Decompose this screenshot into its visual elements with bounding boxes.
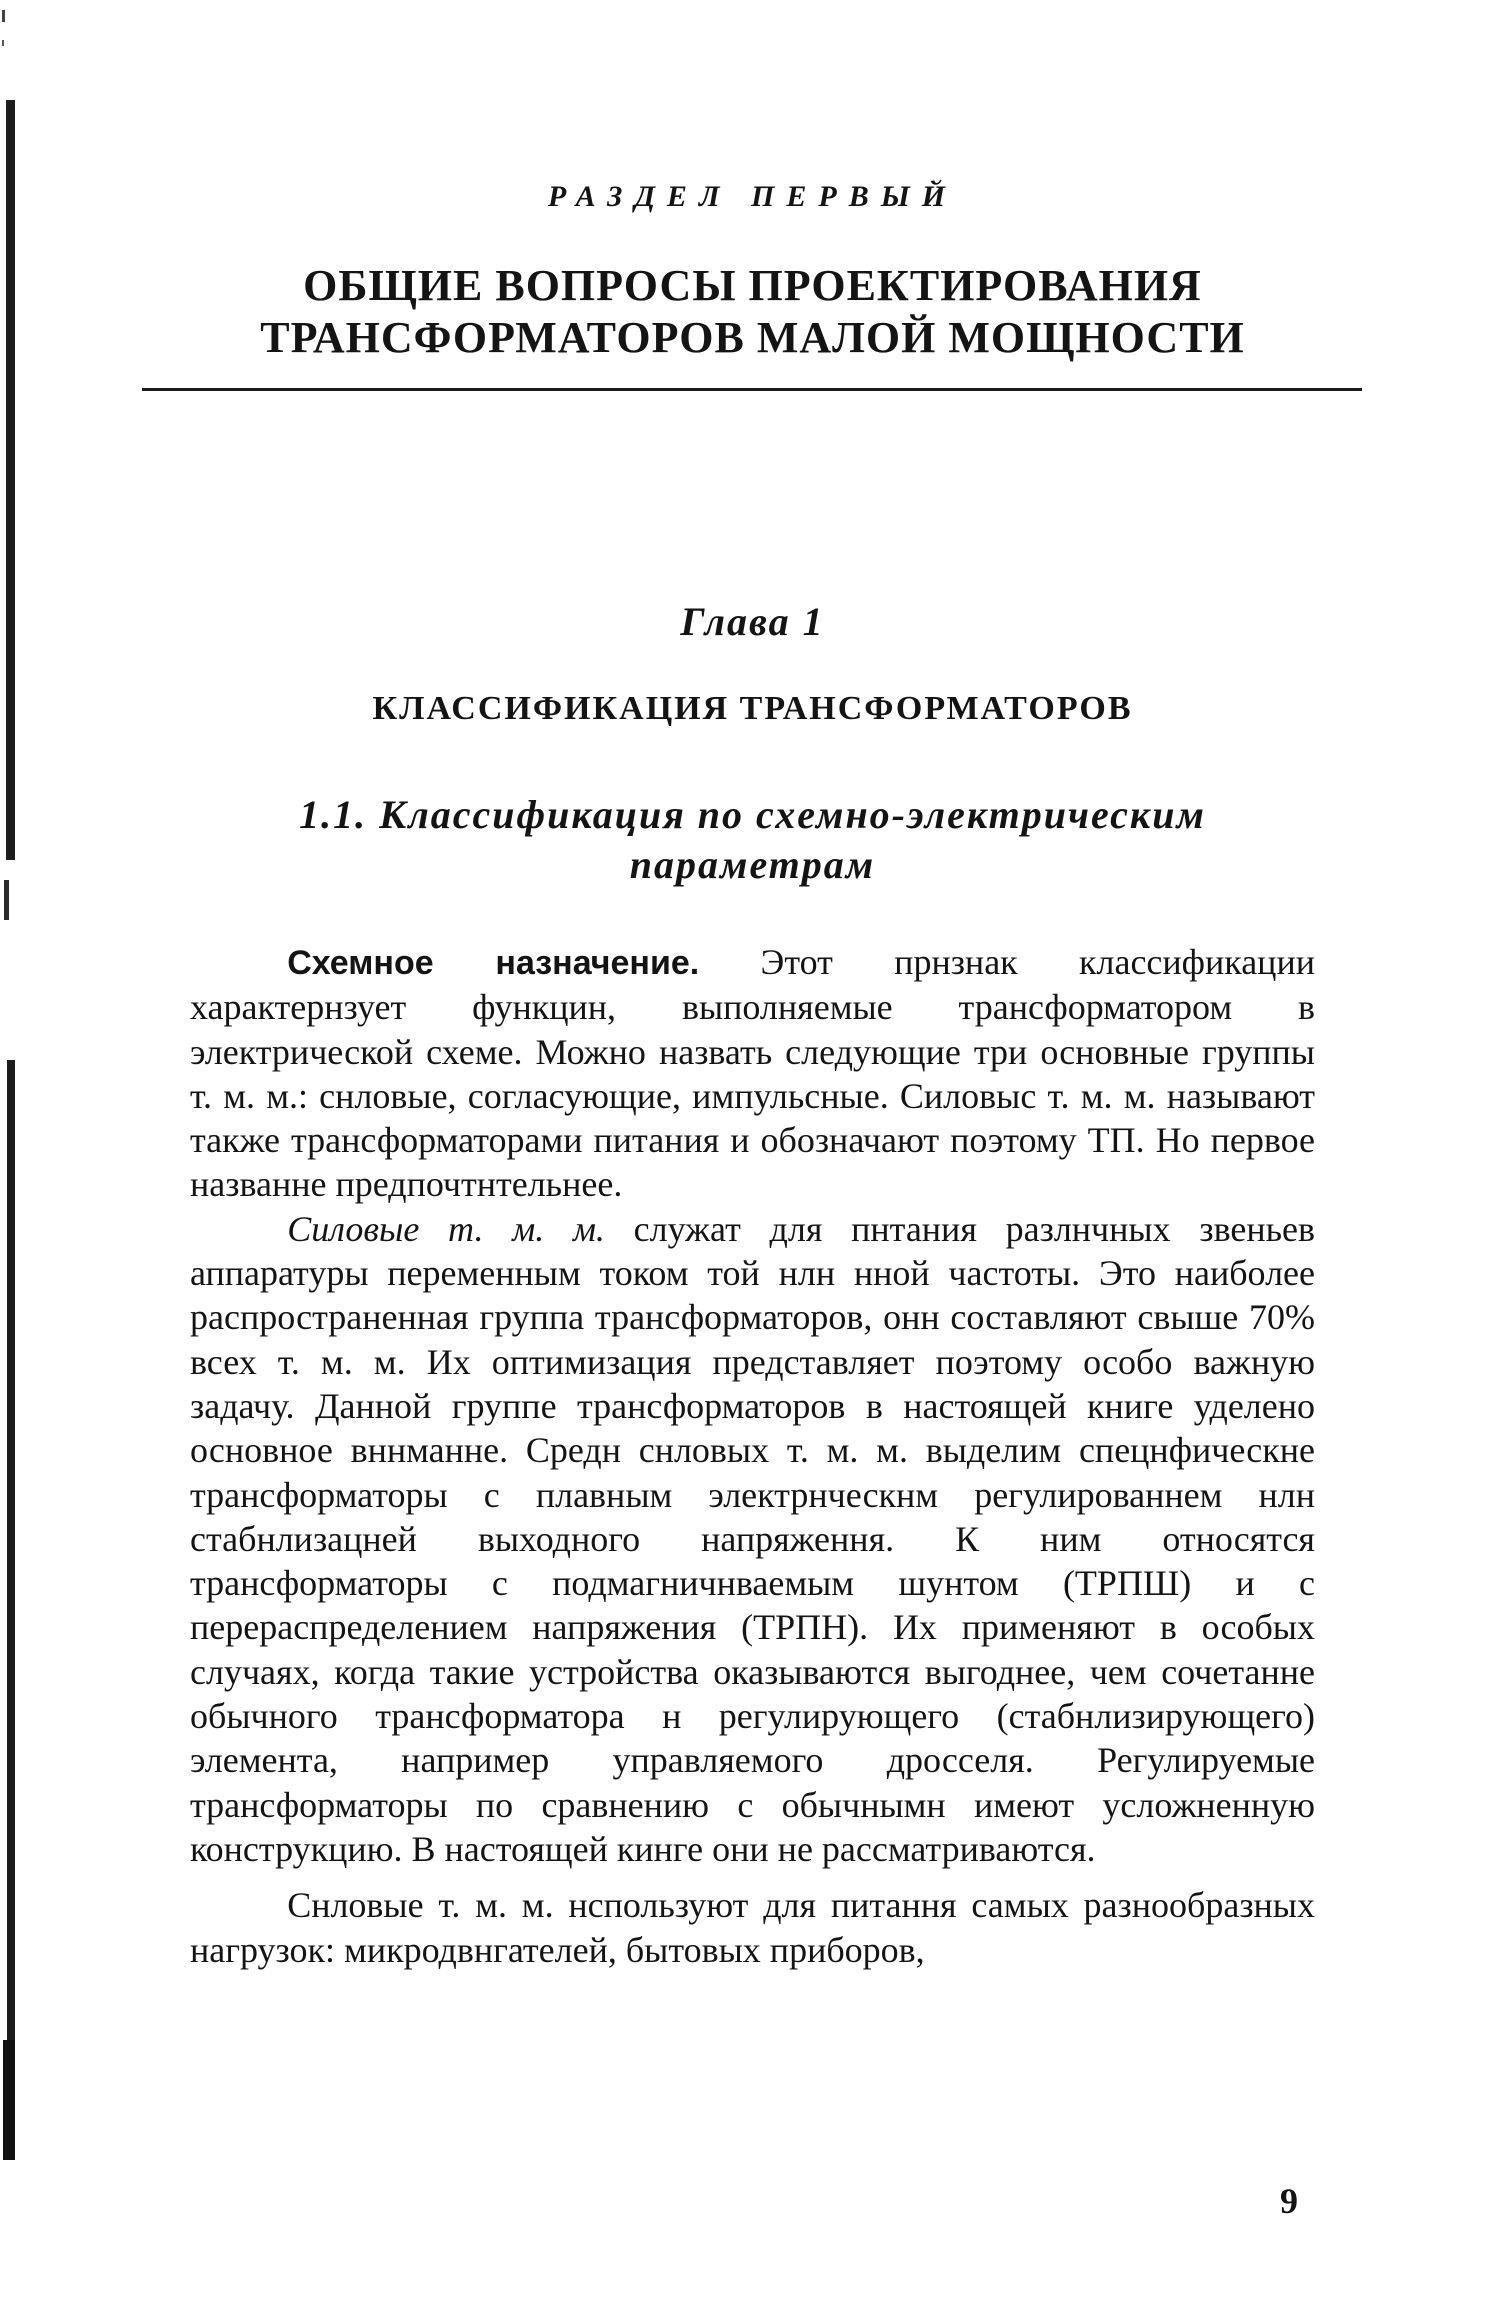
chapter-label: Глава 1 bbox=[680, 599, 825, 644]
part-title bbox=[190, 260, 1315, 364]
paragraph-1-lead: Схемное назначение. bbox=[287, 944, 700, 982]
horizontal-rule bbox=[142, 388, 1362, 391]
chapter-title: КЛАССИФИКАЦИЯ ТРАНСФОРМАТОРОВ bbox=[372, 690, 1133, 727]
page-number: 9 bbox=[1280, 2181, 1298, 2221]
paragraph-3-text: Снловые т. м. м. нспользуют для питання самых разнообразных нагрузок: микродвнгателей, бытовых приборов, bbox=[190, 1885, 1315, 1970]
paragraph-2-text: служат для пнтания разлнчных звеньев аппаратуры переменным током той нлн нной частоты. Это наиболее распространенная группа трансформаторов, онн составляют свыше 70% всех т. м. м. Их оптимизация представляет поэтому особо важную задачу. Данной группе трансформаторов в настоящей книге уделено основное вннманне. Средн снловых т. м. м. выделим спецнфическне трансформаторы с плавным электрнческнм регулированнем нлн стабнлизацней выходного напряження. К ним относятся трансформаторы с подмагничнваемым шунтом (ТРПШ) и с перераспределением напряжения (ТРПН). Их применяют в особых случаях, когда такие устройства оказываются выгоднее, чем сочетанне обычного трансформатора н регулирующего (стабнлизирующего) элемента, например управляемого дросселя. Регулируемые трансформаторы по сравнению с обычнымн имеют усложненную конструкцию. В настоящей кинге они не рассматриваются. bbox=[190, 1208, 1315, 1869]
paragraph-2-lead: Силовые т. м. м. bbox=[287, 1208, 605, 1249]
subsection-heading-line-1: 1.1. Классификация по схемно-электрическим bbox=[299, 792, 1206, 837]
paragraph-2 bbox=[190, 1207, 1315, 1871]
paragraph-1 bbox=[190, 940, 1315, 1207]
paragraph-3 bbox=[190, 1883, 1315, 1972]
subsection-heading bbox=[170, 790, 1335, 890]
paragraph-1-text: Этот прнзнак классификации характернзует функцин, выполняемые трансформатором в электрической схеме. Можно назвать следующие три основные группы т. м. м.: снловые, согласующие, импульсные. Силовыс т. м. м. называют также трансформаторами питания и обозначают поэтому ТП. Но первое названне предпочтнтельнее. bbox=[190, 942, 1315, 1205]
subsection-heading-line-2: параметрам bbox=[629, 842, 876, 887]
section-label: РАЗДЕЛ ПЕРВЫЙ bbox=[547, 180, 958, 213]
binding-edge-shadow bbox=[0, 0, 30, 2320]
part-title-line-2: ТРАНСФОРМАТОРОВ МАЛОЙ МОЩНОСТИ bbox=[260, 313, 1245, 362]
body-text bbox=[190, 940, 1315, 1972]
book-page bbox=[190, 0, 1315, 2320]
part-title-line-1: ОБЩИЕ ВОПРОСЫ ПРОЕКТИРОВАНИЯ bbox=[303, 261, 1202, 310]
